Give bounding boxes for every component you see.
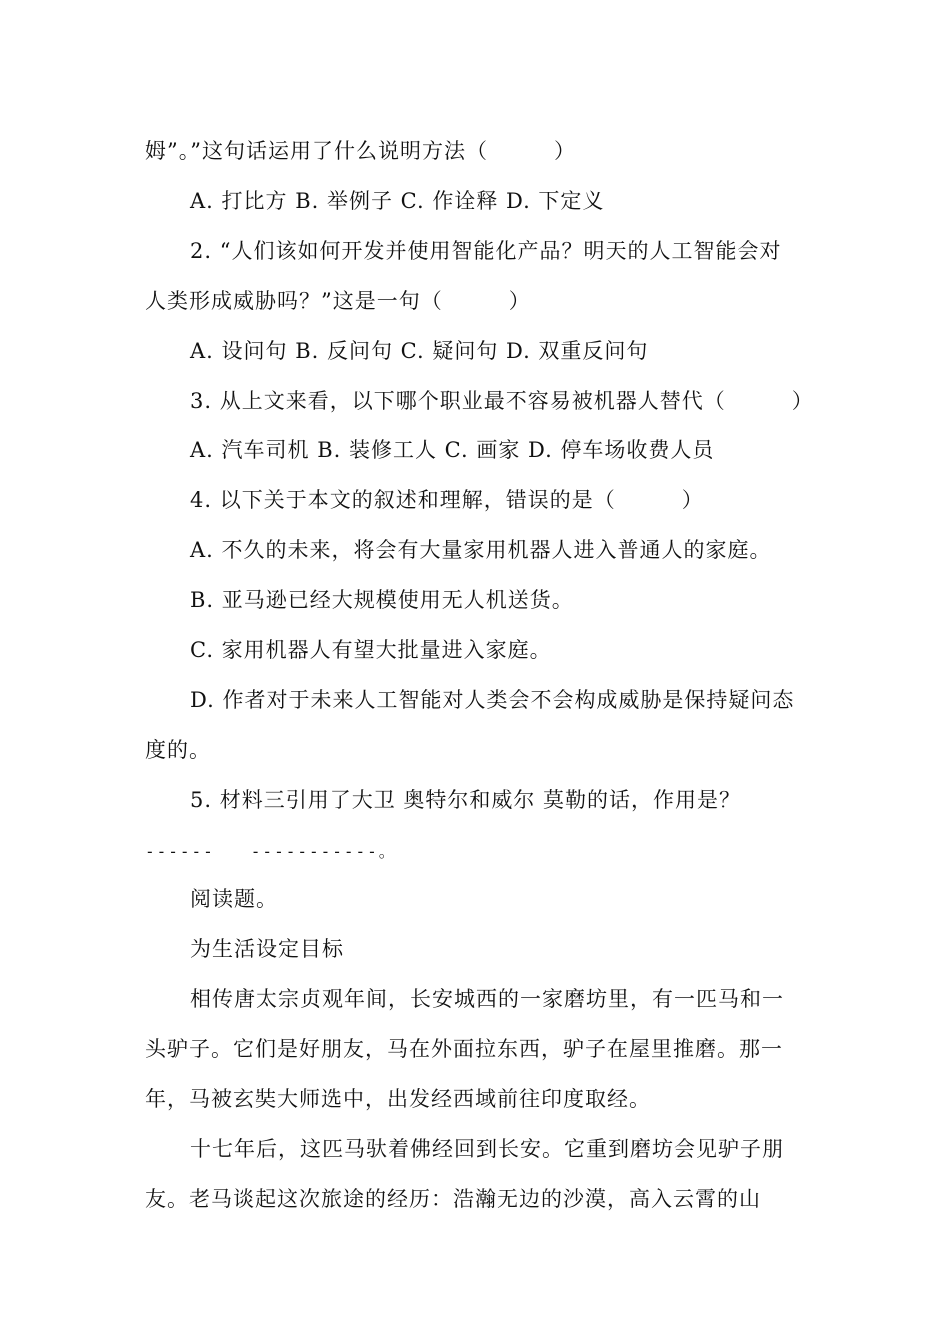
- text-line-question-3-options: A. 汽车司机 B. 装修工人 C. 画家 D. 停车场收费人员: [190, 438, 715, 462]
- text-line-question-4-option-a: A. 不久的未来，将会有大量家用机器人进入普通人的家庭。: [190, 538, 772, 562]
- text-line-question-5: 5. 材料三引用了大卫 奥特尔和威尔 莫勒的话，作用是？: [190, 788, 742, 812]
- text-line-question-2: 2. “人们该如何开发并使用智能化产品？明天的人工智能会对: [190, 239, 782, 263]
- passage-line-1: 相传唐太宗贞观年间，长安城西的一家磨坊里，有一匹马和一: [190, 987, 784, 1011]
- passage-line-4: 十七年后，这匹马驮着佛经回到长安。它重到磨坊会见驴子朋: [190, 1137, 784, 1161]
- text-line-question-4-option-d: D. 作者对于未来人工智能对人类会不会构成威胁是保持疑问态: [190, 688, 795, 712]
- passage-line-3: 年，马被玄奘大师选中，出发经西域前往印度取经。: [145, 1087, 651, 1111]
- text-line-question-1-end: 姆”。”这句话运用了什么说明方法（ ）: [145, 139, 576, 163]
- section-heading-reading: 阅读题。: [190, 887, 278, 911]
- text-line-question-4: 4. 以下关于本文的叙述和理解，错误的是（ ）: [190, 488, 704, 512]
- passage-title: 为生活设定目标: [190, 937, 344, 961]
- text-line-question-4-option-c: C. 家用机器人有望大批量进入家庭。: [190, 638, 552, 662]
- text-line-question-4-option-d-cont: 度的。: [145, 738, 211, 762]
- text-line-question-2-cont: 人类形成威胁吗？”这是一句（ ）: [145, 289, 531, 313]
- passage-line-2: 头驴子。它们是好朋友，马在外面拉东西，驴子在屋里推磨。那一: [145, 1037, 783, 1061]
- text-line-question-4-option-b: B. 亚马逊已经大规模使用无人机送货。: [190, 588, 574, 612]
- passage-line-5: 友。老马谈起这次旅途的经历：浩瀚无边的沙漠，高入云霄的山: [145, 1187, 761, 1211]
- answer-blank-line: ------ -----------。: [145, 842, 397, 861]
- text-line-question-1-options: A. 打比方 B. 举例子 C. 作诠释 D. 下定义: [190, 189, 605, 213]
- text-line-question-3: 3. 从上文来看，以下哪个职业最不容易被机器人替代（ ）: [190, 389, 814, 413]
- text-line-question-2-options: A. 设问句 B. 反问句 C. 疑问句 D. 双重反问句: [190, 339, 649, 363]
